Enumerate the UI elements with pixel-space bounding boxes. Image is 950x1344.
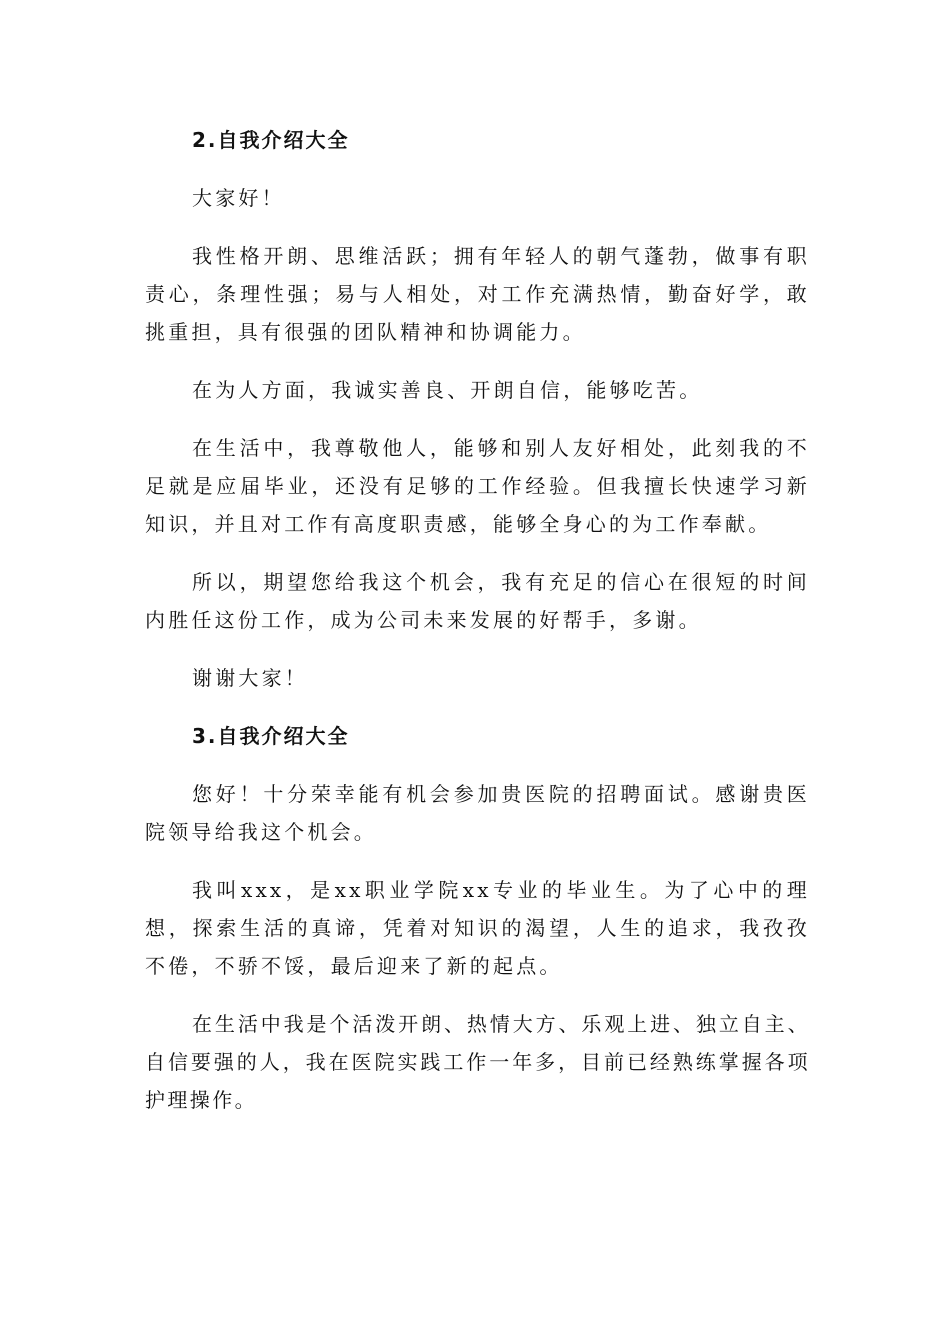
section-heading-2: 2.自我介绍大全 — [192, 128, 350, 152]
paragraph: 我性格开朗、思维活跃；拥有年轻人的朝气蓬勃，做事有职责心，条理性强；易与人相处，对工作充满热情，勤奋好学，敢挑重担，具有很强的团队精神和协调能力。 — [145, 244, 810, 344]
paragraph: 谢谢大家！ — [192, 666, 308, 690]
paragraph: 我叫xxx，是xx职业学院xx专业的毕业生。为了心中的理想，探索生活的真谛，凭着对知识的渴望，人生的追求，我孜孜不倦，不骄不馁，最后迎来了新的起点。 — [145, 878, 810, 978]
paragraph: 大家好！ — [192, 186, 285, 210]
paragraph: 在为人方面，我诚实善良、开朗自信，能够吃苦。 — [192, 378, 703, 402]
paragraph: 所以，期望您给我这个机会，我有充足的信心在很短的时间内胜任这份工作，成为公司未来发展的好帮手，多谢。 — [145, 570, 810, 632]
paragraph: 在生活中，我尊敬他人，能够和别人友好相处，此刻我的不足就是应届毕业，还没有足够的工作经验。但我擅长快速学习新知识，并且对工作有高度职责感，能够全身心的为工作奉献。 — [145, 436, 810, 536]
document-body — [145, 121, 810, 1139]
paragraph: 在生活中我是个活泼开朗、热情大方、乐观上进、独立自主、自信要强的人，我在医院实践工作一年多，目前已经熟练掌握各项护理操作。 — [145, 1012, 810, 1112]
section-heading-3: 3.自我介绍大全 — [192, 724, 350, 748]
paragraph: 您好！十分荣幸能有机会参加贵医院的招聘面试。感谢贵医院领导给我这个机会。 — [145, 782, 810, 844]
